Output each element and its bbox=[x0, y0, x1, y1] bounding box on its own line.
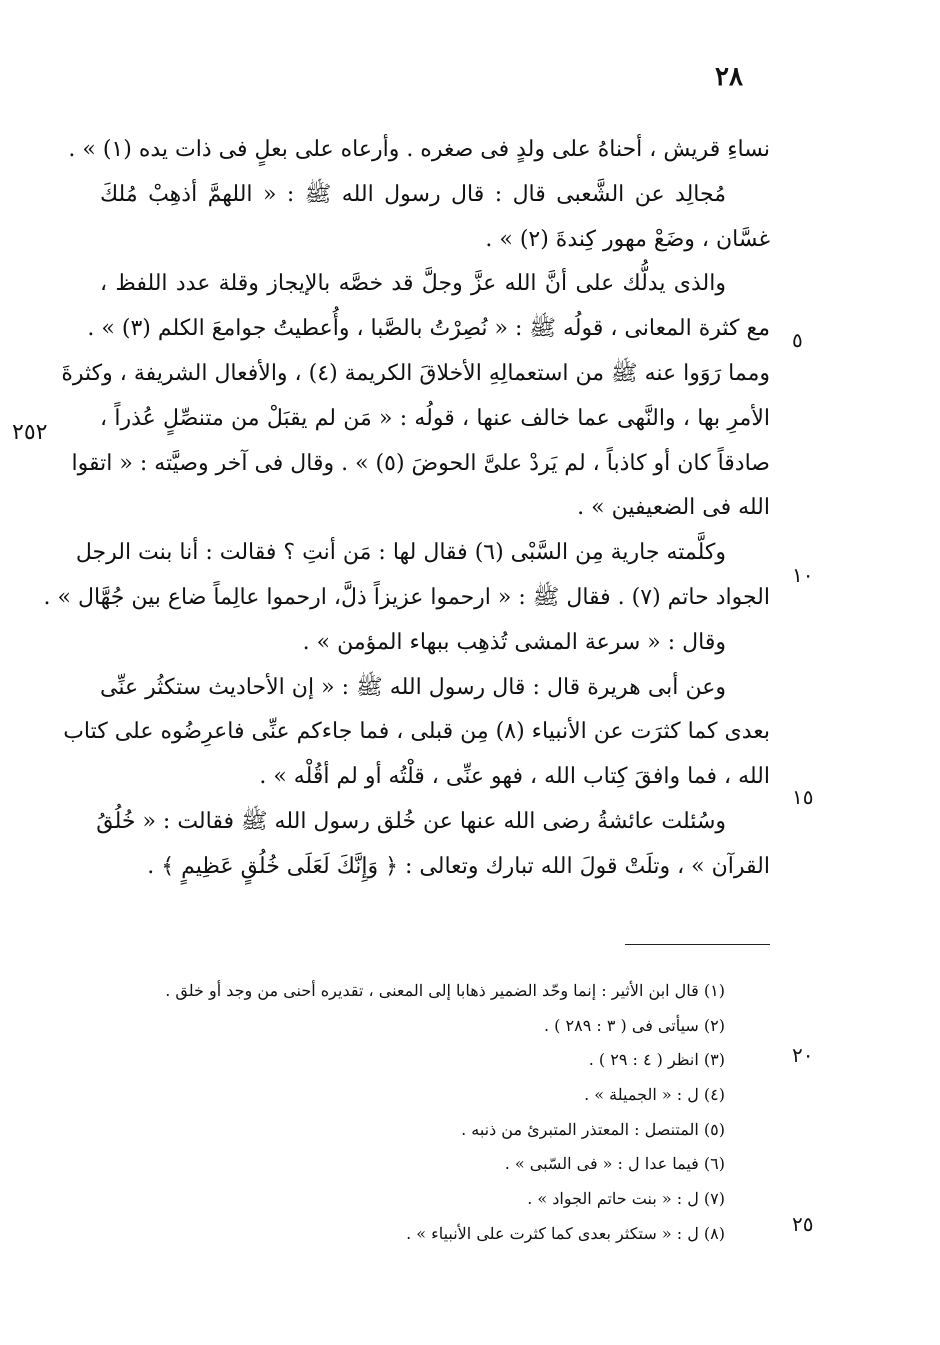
line-number-25: ٢٥ bbox=[792, 1212, 814, 1236]
footnote-separator bbox=[625, 944, 770, 945]
body-line-1: نساءِ قريش ، أحناهُ على ولدٍ فى صغره . وأرعاه على بعلٍ فى ذات يده (١) » . bbox=[68, 137, 770, 162]
body-line-8: صادقاً كان أو كاذباً ، لم يَردْ علىَّ الحوضَ (٥) » . وقال فى آخر وصيَّته : « اتقوا bbox=[71, 450, 770, 476]
body-line-15: الله ، فما وافقَ كِتاب الله ، فهو عنِّى ، قلْتُه أو لم أقُلْه » . bbox=[259, 764, 770, 790]
line-number-10: ١٠ bbox=[792, 563, 814, 587]
body-line-13: وعن أبى هريرة قال : قال رسول الله ﷺ : « إن الأحاديث ستكثُر عنِّى bbox=[100, 674, 726, 700]
body-line-7: الأمرِ بها ، والنَّهى عما خالف عنها ، قولُه : « مَن لم يقبَلْ من متنصِّلٍ عُذراً ، bbox=[100, 405, 770, 431]
body-line-17: القرآن » ، وتلَتْ قولَ الله تبارك وتعالى : ﴿ وَإِنَّكَ لَعَلَى خُلُقٍ عَظِيمٍ ﴾ . bbox=[147, 853, 770, 879]
footnotes bbox=[100, 974, 725, 1252]
body-line-11: الجواد حاتم (٧) . فقال ﷺ : « ارحموا عزيزاً ذلَّ، ارحموا عالِماً ضاع بين جُهَّال » . bbox=[43, 584, 770, 610]
footnote-3: (٣) انظر ( ٤ : ٢٩ ) . bbox=[588, 1050, 725, 1070]
body-line-16: وسُئلت عائشةُ رضى الله عنها عن خُلق رسول الله ﷺ فقالت : « خُلُقُ bbox=[96, 808, 726, 834]
line-number-20: ٢٠ bbox=[792, 1043, 814, 1067]
footnote-7: (٧) ل : « بنت حاتم الجواد » . bbox=[527, 1189, 725, 1209]
footnote-1: (١) قال ابن الأثير : إنما وحّد الضمير ذهابا إلى المعنى ، تقديره أحنى من وجد أو خلق . bbox=[165, 981, 725, 1000]
line-number-5: ٥ bbox=[792, 328, 803, 352]
footnote-4: (٤) ل : « الجميلة » . bbox=[584, 1085, 725, 1105]
body-line-6: ومما رَوَوا عنه ﷺ من استعمالِهِ الأخلاقَ الكريمة (٤) ، والأفعال الشريفة ، وكثرةَ bbox=[61, 360, 770, 386]
body-line-12: وقال : « سرعة المشى تُذهِب ببهاء المؤمن » . bbox=[302, 629, 726, 655]
body-line-10: وكلَّمته جارية مِن السَّبْى (٦) فقال لها : مَن أنتِ ؟ فقالت : أنا بنت الرجل bbox=[75, 540, 726, 566]
body-line-5: مع كثرة المعانى ، قولُه ﷺ : « نُصِرْتُ بالصَّبا ، وأُعطيتُ جوامعَ الكلم (٣) » . bbox=[87, 316, 770, 342]
body-line-2: مُجالِد عن الشَّعبى قال : قال رسول الله ﷺ : « اللهمَّ أذهِبْ مُلكَ bbox=[100, 181, 726, 207]
body-line-14: بعدى كما كثرَت عن الأنبياء (٨) مِن قبلى ، فما جاءكم عنِّى فاعرِضُوه على كتاب bbox=[63, 719, 770, 745]
line-number-15: ١٥ bbox=[792, 785, 814, 809]
body-line-4: والذى يدلُّك على أنَّ الله عزَّ وجلَّ قد خصَّه بالإيجاز وقلة عدد اللفظ ، bbox=[100, 271, 726, 297]
body-text bbox=[43, 128, 770, 890]
footnote-6: (٦) فيما عدا ل : « فى السّبى » . bbox=[504, 1154, 725, 1174]
footnote-2: (٢) سيأتى فى ( ٣ : ٢٨٩ ) . bbox=[544, 1015, 725, 1035]
footnote-5: (٥) المتنصل : المعتذر المتبرئ من ذنبه . bbox=[461, 1119, 725, 1139]
body-line-3: غسَّان ، وضَعْ مهور كِندةَ (٢) » . bbox=[485, 226, 770, 252]
page-number: ٢٨ bbox=[715, 62, 743, 92]
body-line-9: الله فى الضعيفين » . bbox=[577, 495, 770, 521]
side-page-reference: ٢٥٢ bbox=[12, 420, 48, 445]
footnote-8: (٨) ل : « ستكثر بعدى كما كثرت على الأنبياء » . bbox=[406, 1223, 725, 1243]
